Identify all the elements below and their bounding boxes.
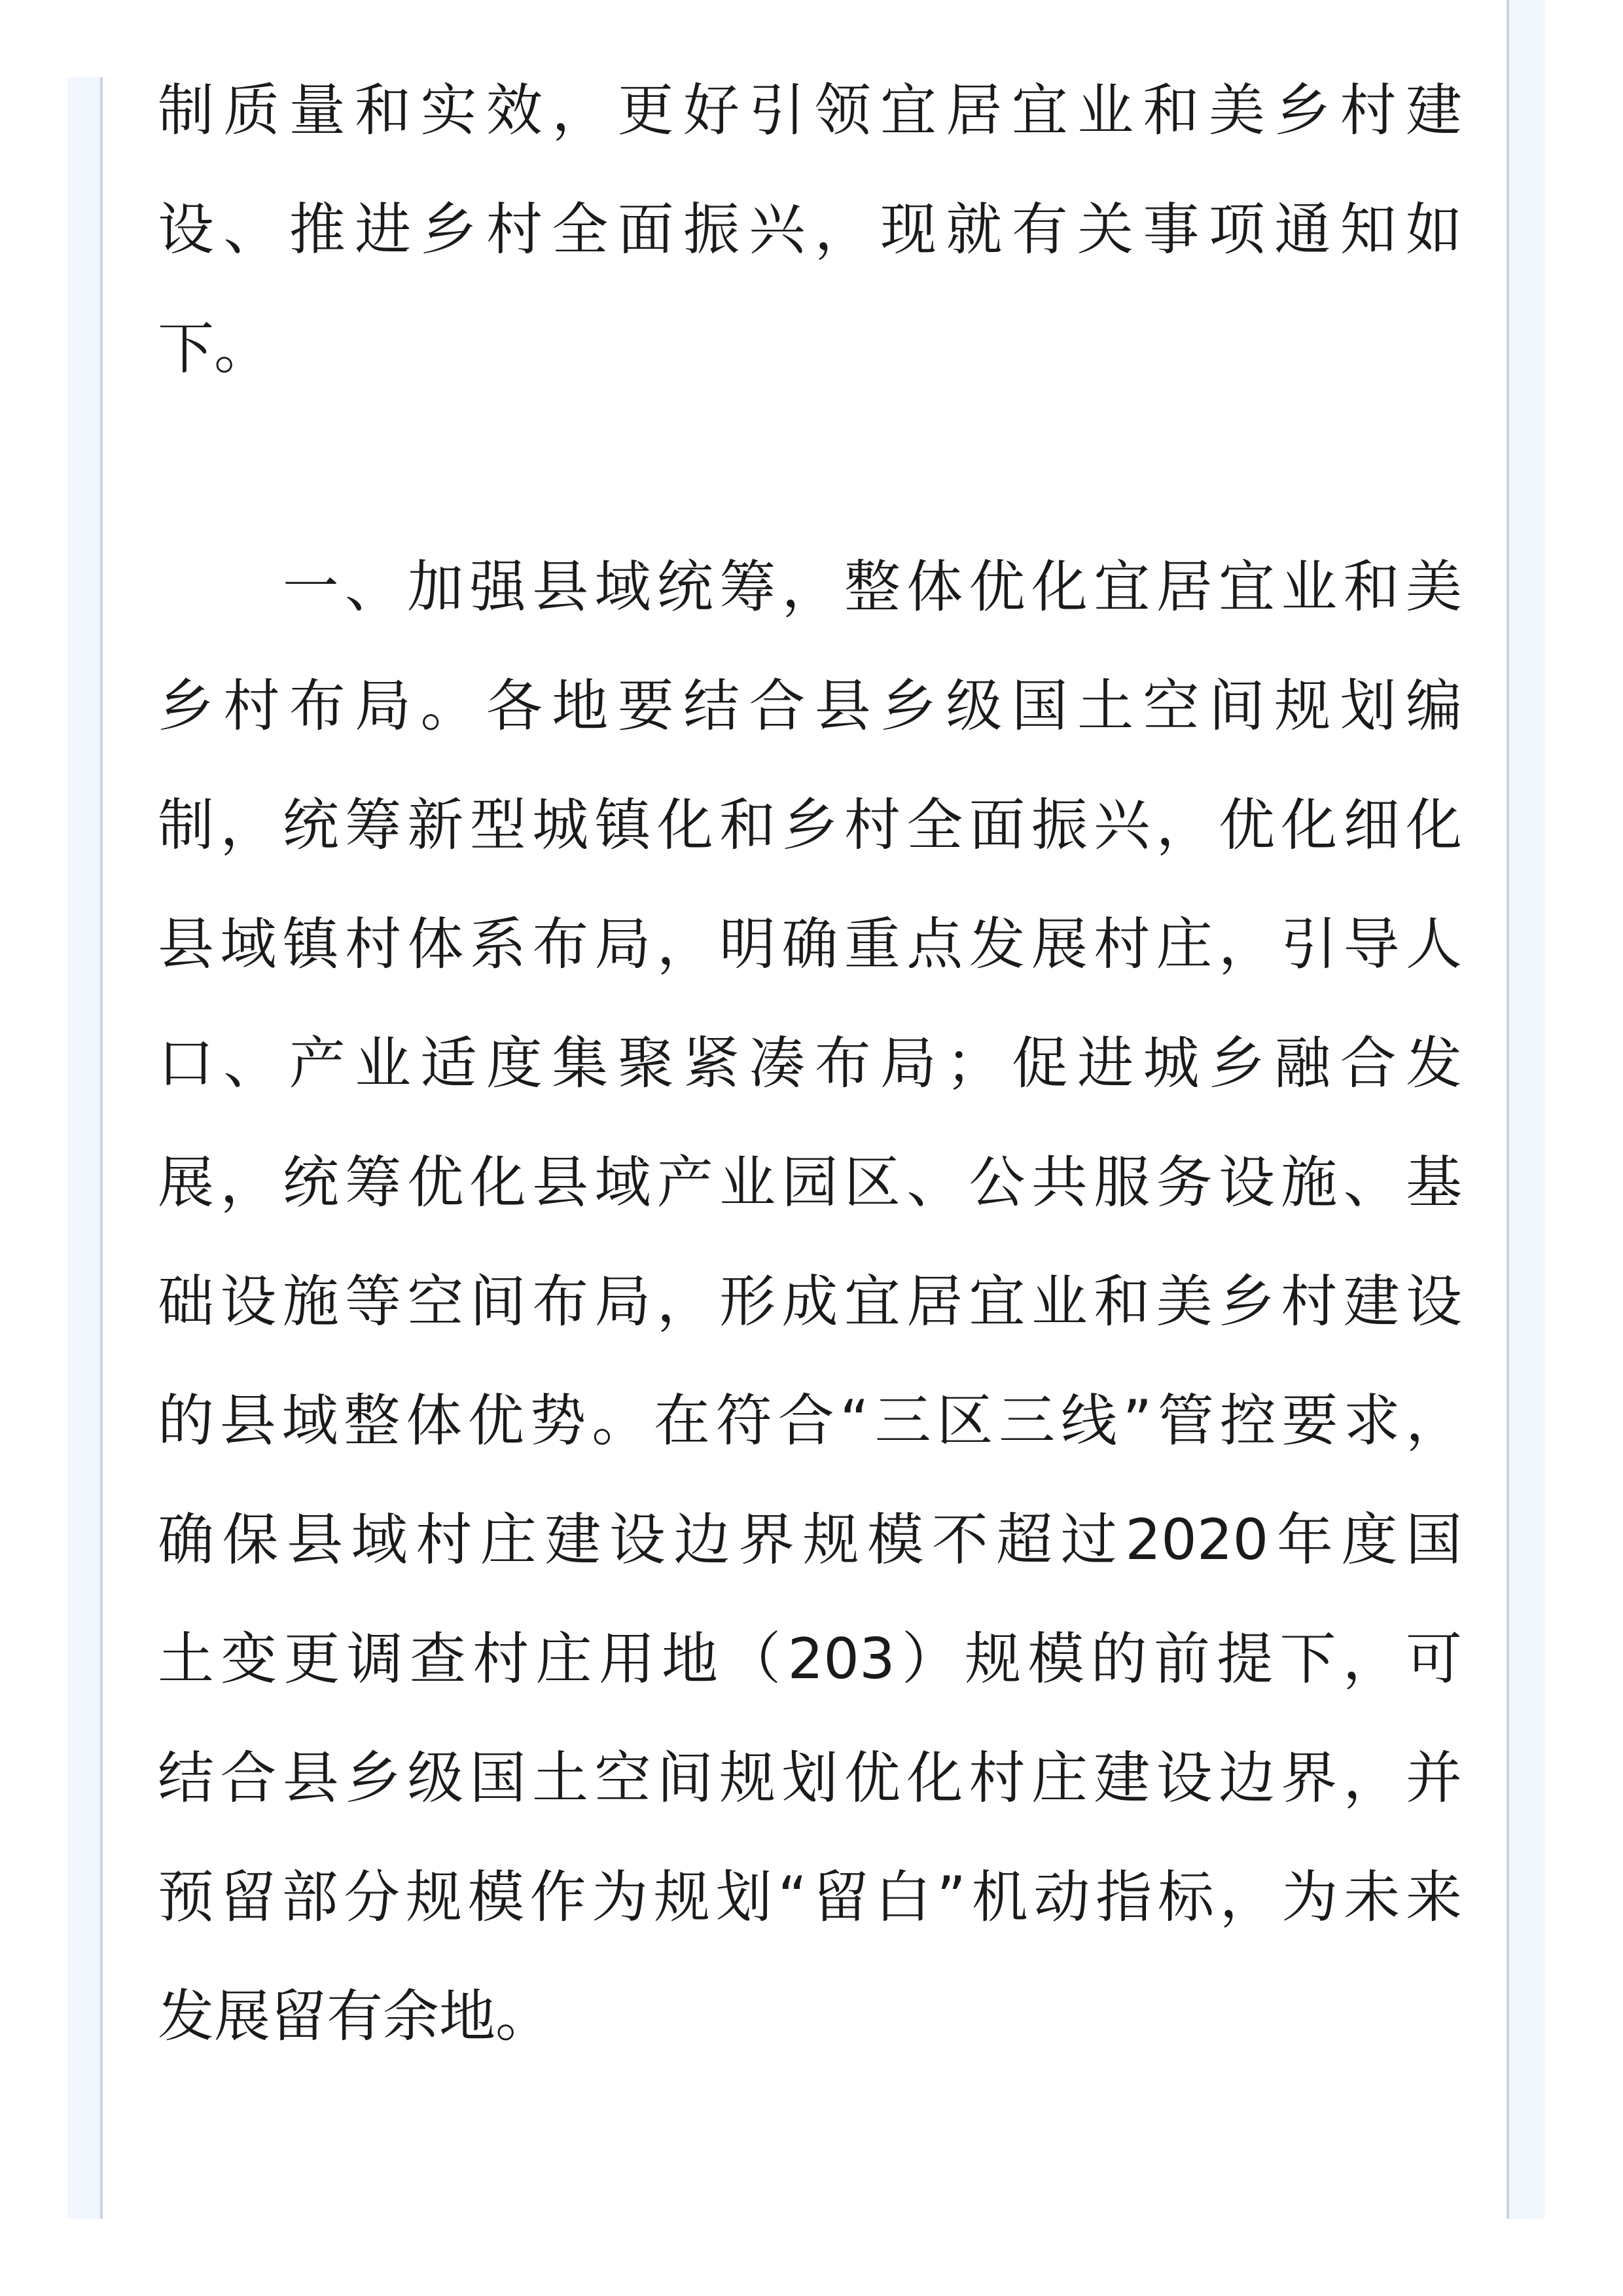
text-line: 的县域整体优势。在符合“三区三线”管控要求， <box>158 1388 1462 1454</box>
right-margin-band <box>1509 0 1544 2219</box>
left-margin-band <box>67 77 100 2219</box>
text-line: 县域镇村体系布局，明确重点发展村庄，引导人 <box>158 912 1462 977</box>
text-line: 乡村布局。各地要结合县乡级国土空间规划编 <box>158 673 1462 739</box>
text-line: 结合县乡级国土空间规划优化村庄建设边界，并 <box>158 1746 1462 1811</box>
text-line: 发展留有余地。 <box>158 1984 552 2049</box>
paragraph <box>158 62 1462 419</box>
text-line: 础设施等空间布局，形成宜居宜业和美乡村建设 <box>158 1269 1462 1335</box>
text-line: 口、产业适度集聚紧凑布局；促进城乡融合发 <box>158 1031 1462 1096</box>
text-line: 设、推进乡村全面振兴，现就有关事项通知如 <box>158 197 1462 262</box>
text-line: 制质量和实效，更好引领宜居宜业和美乡村建 <box>158 78 1462 143</box>
document-body <box>158 62 1462 2206</box>
text-line: 展，统筹优化县域产业园区、公共服务设施、基 <box>158 1150 1462 1215</box>
text-line: 下。 <box>158 316 270 382</box>
text-line: 预留部分规模作为规划“留白”机动指标，为未来 <box>158 1865 1462 1930</box>
left-margin-rule <box>100 77 103 2219</box>
paragraph <box>158 538 1462 2087</box>
text-line: 一、加强县域统筹，整体优化宜居宜业和美 <box>158 554 1462 620</box>
text-line: 制，统筹新型城镇化和乡村全面振兴，优化细化 <box>158 793 1462 858</box>
text-line: 土变更调查村庄用地（203）规模的前提下，可 <box>158 1626 1462 1692</box>
text-line: 确保县域村庄建设边界规模不超过2020年度国 <box>158 1507 1462 1573</box>
